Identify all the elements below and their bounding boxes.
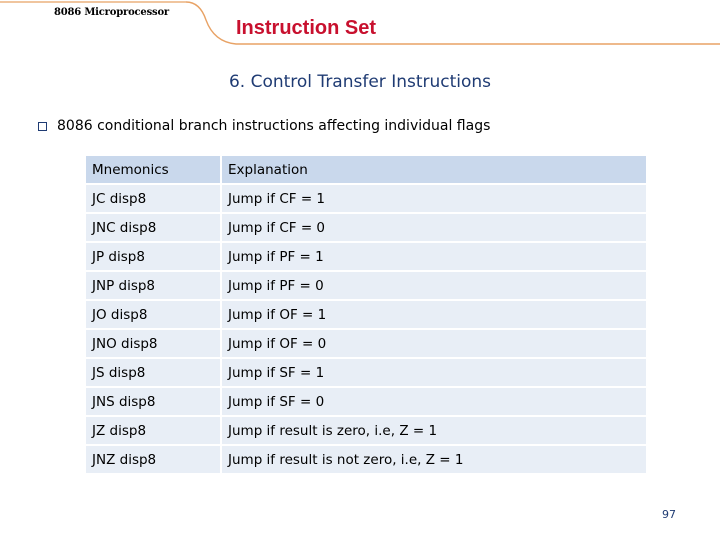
table-row [86,214,646,241]
checkbox-bullet-icon [38,122,47,131]
mnemonic-cell: JNO disp8 [86,330,220,357]
header-mnemonics: Mnemonics [86,156,220,183]
explanation-cell: Jump if SF = 1 [222,359,646,386]
slide-header-title: Instruction Set [236,17,377,39]
header-explanation: Explanation [222,156,646,183]
section-title: 6. Control Transfer Instructions [228,72,492,92]
explanation-cell: Jump if SF = 0 [222,388,646,415]
mnemonic-cell: JO disp8 [86,301,220,328]
table-row [86,388,646,415]
table-row [86,446,646,473]
instruction-table [84,154,648,475]
table-row [86,417,646,444]
course-label: 8086 Microprocessor [54,7,169,18]
table-row [86,185,646,212]
explanation-cell: Jump if result is not zero, i.e, Z = 1 [222,446,646,473]
mnemonic-cell: JZ disp8 [86,417,220,444]
table-row [86,359,646,386]
table-row [86,243,646,270]
bullet-item [38,118,490,134]
explanation-cell: Jump if result is zero, i.e, Z = 1 [222,417,646,444]
mnemonic-cell: JNZ disp8 [86,446,220,473]
mnemonic-cell: JNP disp8 [86,272,220,299]
table-header-row [86,156,646,183]
table-row [86,272,646,299]
explanation-cell: Jump if PF = 0 [222,272,646,299]
mnemonic-cell: JNC disp8 [86,214,220,241]
explanation-cell: Jump if CF = 1 [222,185,646,212]
table-row [86,301,646,328]
explanation-cell: Jump if OF = 1 [222,301,646,328]
bullet-text: 8086 conditional branch instructions affecting individual flags [57,118,491,134]
explanation-cell: Jump if CF = 0 [222,214,646,241]
mnemonic-cell: JS disp8 [86,359,220,386]
explanation-cell: Jump if OF = 0 [222,330,646,357]
mnemonic-cell: JNS disp8 [86,388,220,415]
explanation-cell: Jump if PF = 1 [222,243,646,270]
mnemonic-cell: JP disp8 [86,243,220,270]
page-number: 97 [662,508,676,521]
table-row [86,330,646,357]
mnemonic-cell: JC disp8 [86,185,220,212]
